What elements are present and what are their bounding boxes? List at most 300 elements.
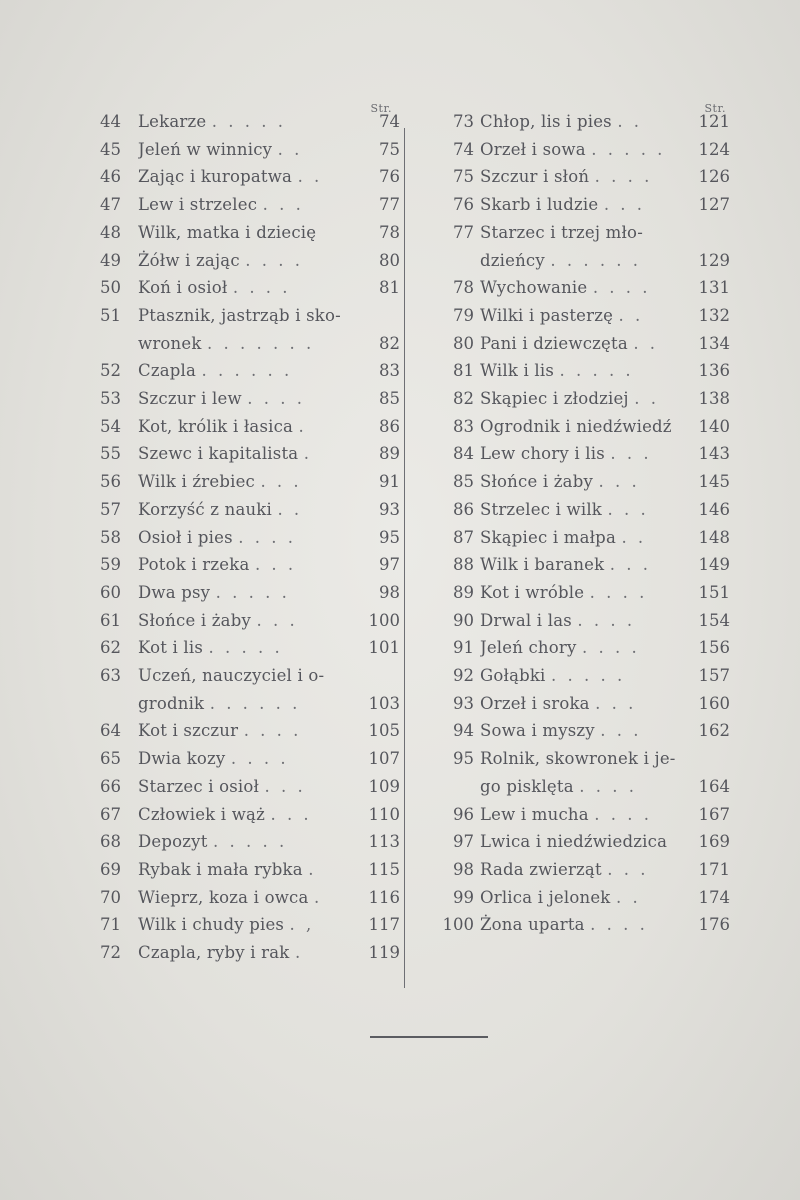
toc-entry <box>430 247 730 275</box>
toc-entry <box>430 745 730 773</box>
entry-page-number: 86 <box>379 416 400 436</box>
entry-number: 90 <box>453 610 474 630</box>
entry-number: 79 <box>453 305 474 325</box>
entry-page-number: 167 <box>698 804 730 824</box>
toc-entry <box>100 274 400 302</box>
entry-page-number: 76 <box>379 167 400 187</box>
leader-dots: . , <box>289 915 315 935</box>
toc-entry <box>100 219 400 247</box>
entry-page-number: 101 <box>368 638 400 658</box>
toc-entry <box>430 191 730 219</box>
entry-number: 82 <box>453 389 474 409</box>
entry-title: Drwal i las . . . . <box>480 610 636 630</box>
leader-dots: . . . . <box>230 749 289 769</box>
toc-entry <box>100 108 400 136</box>
toc-column-left <box>100 102 400 967</box>
entry-page-number: 148 <box>698 527 730 547</box>
entry-title: Starzec i osioł . . . <box>138 776 306 796</box>
entry-title: Szczur i słoń . . . . <box>480 167 653 187</box>
leader-dots: . . . <box>595 693 637 713</box>
entry-page-number: 93 <box>379 499 400 519</box>
entry-title: Pani i dziewczęta . . <box>480 333 659 353</box>
toc-entry <box>100 496 400 524</box>
leader-dots: . . . <box>610 444 652 464</box>
toc-entry <box>430 579 730 607</box>
entry-number: 96 <box>453 804 474 824</box>
toc-entry <box>430 828 730 856</box>
entry-title: Wychowanie . . . . <box>480 278 651 298</box>
entry-title: wronek . . . . . . . <box>138 333 315 353</box>
entry-page-number: 156 <box>698 638 730 658</box>
entry-number: 56 <box>100 472 121 492</box>
entry-page-number: 77 <box>379 195 400 215</box>
entry-title: Potok i rzeka . . . <box>138 555 297 575</box>
entry-page-number: 89 <box>379 444 400 464</box>
entry-page-number: 82 <box>379 333 400 353</box>
leader-dots: . . <box>621 527 647 547</box>
entry-page-number: 127 <box>698 195 730 215</box>
entry-page-number: 129 <box>698 250 730 270</box>
toc-entry <box>100 856 400 884</box>
entry-page-number: 107 <box>368 749 400 769</box>
leader-dots: . . <box>633 333 659 353</box>
entry-number: 66 <box>100 776 121 796</box>
leader-dots: . <box>303 444 313 464</box>
entry-title: Rada zwierząt . . . <box>480 859 649 879</box>
entry-page-number: 143 <box>698 444 730 464</box>
toc-entry <box>100 440 400 468</box>
leader-dots: . . . <box>603 195 646 215</box>
entry-number <box>430 247 480 275</box>
entry-number <box>100 690 138 718</box>
toc-entry <box>430 911 730 939</box>
entry-page-number: 115 <box>368 859 400 879</box>
entry-page-number: 85 <box>379 389 400 409</box>
entry-page-number: 138 <box>698 389 730 409</box>
toc-entry <box>430 468 730 496</box>
leader-dots: . . . . <box>238 527 296 547</box>
entry-title: Słońce i żaby . . . <box>138 610 298 630</box>
entry-title: Ptasznik, jastrząb i sko- <box>138 305 341 325</box>
leader-dots: . . . . . . . <box>207 333 315 353</box>
leader-dots: . . . . . . <box>550 250 642 270</box>
entry-page-number: 126 <box>698 167 730 187</box>
entry-page-number: 162 <box>698 721 730 741</box>
entry-page-number: 91 <box>379 472 400 492</box>
entry-title: Kot i wróble . . . . <box>480 582 648 602</box>
toc-entry <box>100 302 400 330</box>
entry-number: 61 <box>100 610 121 630</box>
toc-entry <box>100 524 400 552</box>
leader-dots: . . . . <box>594 167 653 187</box>
leader-dots: . . . <box>609 555 651 575</box>
entry-title: Czapla . . . . . . <box>138 361 293 381</box>
toc-entry <box>430 219 730 247</box>
leader-dots: . . . . . <box>208 638 283 658</box>
entry-page-number: 131 <box>698 278 730 298</box>
entry-title: Wieprz, koza i owca . <box>138 887 323 907</box>
entry-number: 76 <box>453 195 474 215</box>
toc-entry <box>430 136 730 164</box>
entry-number: 47 <box>100 195 121 215</box>
leader-dots: . <box>308 859 317 879</box>
toc-entry <box>430 357 730 385</box>
entry-number: 88 <box>453 555 474 575</box>
entry-number <box>430 773 480 801</box>
leader-dots: . . . . <box>579 776 637 796</box>
toc-entry <box>100 607 400 635</box>
entry-number: 71 <box>100 915 121 935</box>
entry-title: Czapla, ryby i rak . <box>138 943 304 963</box>
leader-dots: . . . . . . <box>209 693 301 713</box>
entry-page-number: 121 <box>698 112 730 131</box>
entry-number: 97 <box>453 832 474 852</box>
leader-dots: . . <box>634 389 659 409</box>
toc-entry <box>100 579 400 607</box>
entry-page-number: 171 <box>698 859 730 879</box>
entry-number: 85 <box>453 472 474 492</box>
entry-page-number: 176 <box>698 915 730 935</box>
entry-page-number: 119 <box>368 943 400 963</box>
entry-page-number <box>684 745 730 773</box>
leader-dots: . . . <box>607 499 649 519</box>
entry-number: 48 <box>100 222 121 242</box>
entry-page-number: 124 <box>698 139 730 159</box>
toc-entry <box>430 524 730 552</box>
entry-number: 75 <box>453 167 474 187</box>
toc-entry <box>100 773 400 801</box>
entry-title: Wilk i baranek . . . <box>480 555 651 575</box>
entry-page-number: 174 <box>698 887 730 907</box>
entry-title: Chłop, lis i pies . . <box>480 112 643 131</box>
entry-page-number: 136 <box>698 361 730 381</box>
leader-dots: . . . <box>254 555 297 575</box>
entry-number: 87 <box>453 527 474 547</box>
entry-page-number <box>358 662 400 690</box>
entry-number: 65 <box>100 749 121 769</box>
leader-dots: . . . <box>607 859 649 879</box>
entry-title: Zając i kuropatwa . . <box>138 167 323 187</box>
entry-page-number: 146 <box>698 499 730 519</box>
entry-page-number: 80 <box>379 250 400 270</box>
toc-entry <box>430 302 730 330</box>
entry-title: Wilk i lis . . . . . <box>480 361 634 381</box>
entry-number: 53 <box>100 389 121 409</box>
entry-page-number: 160 <box>698 693 730 713</box>
entry-title: Sowa i myszy . . . <box>480 721 642 741</box>
entry-title: Dwa psy . . . . . <box>138 582 290 602</box>
entry-page-number: 78 <box>379 222 400 242</box>
entry-title: Żółw i zając . . . . <box>138 250 303 270</box>
entry-title: Strzelec i wilk . . . <box>480 499 649 519</box>
entry-page-number: 109 <box>368 776 400 796</box>
leader-dots: . . . . . <box>591 139 666 159</box>
column-divider <box>404 128 405 988</box>
entry-title: Kot i lis . . . . . <box>138 638 283 658</box>
entry-page-number: 154 <box>698 610 730 630</box>
leader-dots: . . . . . . <box>201 361 293 381</box>
entry-number: 62 <box>100 638 121 658</box>
entry-title: Skarb i ludzie . . . <box>480 195 646 215</box>
entry-number: 92 <box>453 666 474 686</box>
entry-number: 49 <box>100 250 121 270</box>
entry-title: Jeleń w winnicy . . <box>138 139 303 159</box>
entry-page-number: 116 <box>368 887 400 907</box>
entry-title: Lew i mucha . . . . <box>480 804 652 824</box>
entry-number: 52 <box>100 361 121 381</box>
entry-title: Skąpiec i złodziej . . <box>480 389 659 409</box>
entry-number: 64 <box>100 721 121 741</box>
entry-title: go pisklęta . . . . <box>480 776 637 796</box>
leader-dots: . . . <box>262 195 304 215</box>
entry-title: Wilk, matka i dziecię <box>138 222 317 242</box>
page-column-label: Str. <box>704 102 726 115</box>
toc-entry <box>430 690 730 718</box>
entry-number: 72 <box>100 943 121 963</box>
entry-page-number: 110 <box>368 804 400 824</box>
entry-title: Rolnik, skowronek i je- <box>480 749 676 769</box>
entry-page-number: 105 <box>368 721 400 741</box>
entry-page-number: 100 <box>368 610 400 630</box>
entry-page-number: 149 <box>698 555 730 575</box>
entry-number: 83 <box>453 416 474 436</box>
entry-page-number: 113 <box>368 832 400 852</box>
entry-page-number: 98 <box>379 582 400 602</box>
entry-page-number: 134 <box>698 333 730 353</box>
entry-title: Kot i szczur . . . . <box>138 721 302 741</box>
toc-entry <box>430 662 730 690</box>
entry-title: Wilk i źrebiec . . . <box>138 472 302 492</box>
toc-entry <box>430 717 730 745</box>
entry-number: 73 <box>453 112 474 131</box>
entry-title: Słońce i żaby . . . <box>480 472 640 492</box>
entry-page-number: 132 <box>698 305 730 325</box>
entry-number: 91 <box>453 638 474 658</box>
entry-title: Gołąbki . . . . . <box>480 666 626 686</box>
toc-entry <box>430 413 730 441</box>
entry-title: Wilki i pasterzę . . <box>480 305 644 325</box>
toc-entry <box>100 136 400 164</box>
entry-number: 45 <box>100 139 121 159</box>
toc-entry <box>430 773 730 801</box>
entry-page-number <box>684 219 730 247</box>
toc-entry <box>430 108 730 136</box>
entry-page-number: 169 <box>698 832 730 852</box>
leader-dots: . . . . <box>577 610 636 630</box>
entry-number: 94 <box>453 721 474 741</box>
leader-dots: . . . . . <box>559 361 634 381</box>
leader-dots: . <box>313 887 323 907</box>
leader-dots: . . . . . <box>215 582 290 602</box>
entry-number: 60 <box>100 582 121 602</box>
entry-title: Wilk i chudy pies . , <box>138 915 315 935</box>
entry-number: 70 <box>100 887 121 907</box>
entry-number: 78 <box>453 278 474 298</box>
leader-dots: . . . . <box>247 389 305 409</box>
entry-title: Koń i osioł . . . . <box>138 278 291 298</box>
entry-title: Orzeł i sroka . . . <box>480 693 637 713</box>
toc-entry <box>100 828 400 856</box>
toc-entry <box>430 163 730 191</box>
entry-number: 63 <box>100 666 121 686</box>
entry-number: 95 <box>453 749 474 769</box>
toc-entry <box>430 440 730 468</box>
leader-dots: . . <box>277 139 303 159</box>
toc-entry <box>100 357 400 385</box>
entry-number: 58 <box>100 527 121 547</box>
entry-number: 59 <box>100 555 121 575</box>
entry-page-number: 103 <box>368 693 400 713</box>
leader-dots: . . . . <box>594 804 652 824</box>
toc-entry <box>100 247 400 275</box>
toc-entry <box>100 385 400 413</box>
entry-title: Lew i strzelec . . . <box>138 195 304 215</box>
leader-dots: . . . . . <box>211 112 286 131</box>
entry-page-number: 140 <box>698 416 730 436</box>
leader-dots: . . <box>277 499 303 519</box>
toc-list-right <box>430 108 730 939</box>
entry-number: 74 <box>453 139 474 159</box>
toc-entry <box>100 413 400 441</box>
entry-title: dzieńcy . . . . . . <box>480 250 642 270</box>
entry-number: 99 <box>453 887 474 907</box>
toc-entry <box>100 717 400 745</box>
leader-dots: . <box>294 943 304 963</box>
toc-entry <box>100 634 400 662</box>
entry-title: Osioł i pies . . . . <box>138 527 296 547</box>
entry-number: 54 <box>100 416 121 436</box>
entry-number: 46 <box>100 167 121 187</box>
entry-page-number: 81 <box>379 278 400 298</box>
leader-dots: . . . <box>260 472 302 492</box>
entry-title: Żona uparta . . . . <box>480 915 648 935</box>
entry-title: Szewc i kapitalista . <box>138 444 313 464</box>
entry-page-number <box>358 302 400 330</box>
leader-dots: . . . . <box>590 915 648 935</box>
entry-title: Ogrodnik i niedźwiedź <box>480 416 672 436</box>
toc-entry <box>430 607 730 635</box>
closing-rule <box>370 1036 488 1038</box>
entry-page-number: 83 <box>379 361 400 381</box>
toc-entry <box>100 163 400 191</box>
entry-number: 93 <box>453 693 474 713</box>
entry-page-number: 97 <box>379 555 400 575</box>
toc-entry <box>100 801 400 829</box>
entry-page-number: 151 <box>698 582 730 602</box>
entry-title: Orzeł i sowa . . . . . <box>480 139 666 159</box>
leader-dots: . . . . <box>581 638 640 658</box>
entry-title: Szczur i lew . . . . <box>138 389 305 409</box>
entry-number: 50 <box>100 278 121 298</box>
entry-page-number: 74 <box>379 112 400 131</box>
toc-entry <box>100 551 400 579</box>
entry-title: Starzec i trzej mło- <box>480 222 643 242</box>
leader-dots: . . . <box>600 721 642 741</box>
leader-dots: . . . . <box>243 721 302 741</box>
entry-number: 51 <box>100 305 121 325</box>
toc-column-right <box>430 102 730 939</box>
leader-dots: . . . <box>270 804 312 824</box>
entry-page-number: 75 <box>379 139 400 159</box>
entry-title: Uczeń, nauczyciel i o- <box>138 666 325 686</box>
entry-number: 67 <box>100 804 121 824</box>
entry-page-number: 157 <box>698 666 730 686</box>
page-column-label: Str. <box>370 102 392 115</box>
toc-entry <box>100 191 400 219</box>
entry-title: Orlica i jelonek . . <box>480 887 641 907</box>
leader-dots: . . . . . <box>551 666 626 686</box>
leader-dots: . . . . <box>592 278 651 298</box>
entry-number: 89 <box>453 582 474 602</box>
toc-entry <box>430 385 730 413</box>
entry-title: Lwica i niedźwiedzica <box>480 832 668 852</box>
toc-entry <box>100 911 400 939</box>
toc-entry <box>430 884 730 912</box>
leader-dots: . . . <box>598 472 640 492</box>
toc-entry <box>100 662 400 690</box>
entry-number: 69 <box>100 859 121 879</box>
entry-number <box>100 330 138 358</box>
entry-number: 57 <box>100 499 121 519</box>
leader-dots: . . <box>617 112 643 131</box>
entry-title: grodnik . . . . . . <box>138 693 301 713</box>
entry-title: Dwia kozy . . . . <box>138 749 289 769</box>
entry-title: Depozyt . . . . . <box>138 832 288 852</box>
entry-title: Lekarze . . . . . <box>138 112 286 131</box>
toc-entry <box>430 801 730 829</box>
entry-number: 77 <box>453 222 474 242</box>
toc-entry <box>430 634 730 662</box>
toc-list-left <box>100 108 400 967</box>
leader-dots: . . . . <box>232 278 291 298</box>
entry-number: 84 <box>453 444 474 464</box>
toc-entry <box>100 690 400 718</box>
entry-number: 86 <box>453 499 474 519</box>
entry-number: 98 <box>453 859 474 879</box>
toc-entry <box>430 274 730 302</box>
leader-dots: . . <box>615 887 641 907</box>
toc-entry <box>100 330 400 358</box>
entry-title: Korzyść z nauki . . <box>138 499 303 519</box>
entry-page-number: 95 <box>379 527 400 547</box>
entry-number: 55 <box>100 444 121 464</box>
toc-entry <box>100 745 400 773</box>
entry-number: 68 <box>100 832 121 852</box>
toc-entry <box>100 468 400 496</box>
toc-entry <box>430 330 730 358</box>
entry-page-number: 117 <box>368 915 400 935</box>
toc-entry <box>430 496 730 524</box>
leader-dots: . . . <box>256 610 298 630</box>
entry-title: Skąpiec i małpa . . <box>480 527 647 547</box>
entry-page-number: 164 <box>698 776 730 796</box>
leader-dots: . . . . <box>589 582 648 602</box>
entry-number: 81 <box>453 361 474 381</box>
leader-dots: . <box>298 416 307 436</box>
toc-entry <box>100 884 400 912</box>
toc-entry <box>100 939 400 967</box>
leader-dots: . . . <box>264 776 306 796</box>
entry-number: 44 <box>100 112 121 131</box>
leader-dots: . . <box>618 305 644 325</box>
entry-title: Lew chory i lis . . . <box>480 444 652 464</box>
entry-title: Rybak i mała rybka . <box>138 859 317 879</box>
leader-dots: . . . . . <box>213 832 288 852</box>
entry-title: Jeleń chory . . . . <box>480 638 640 658</box>
entry-title: Człowiek i wąż . . . <box>138 804 312 824</box>
entry-page-number: 145 <box>698 472 730 492</box>
toc-entry <box>430 856 730 884</box>
